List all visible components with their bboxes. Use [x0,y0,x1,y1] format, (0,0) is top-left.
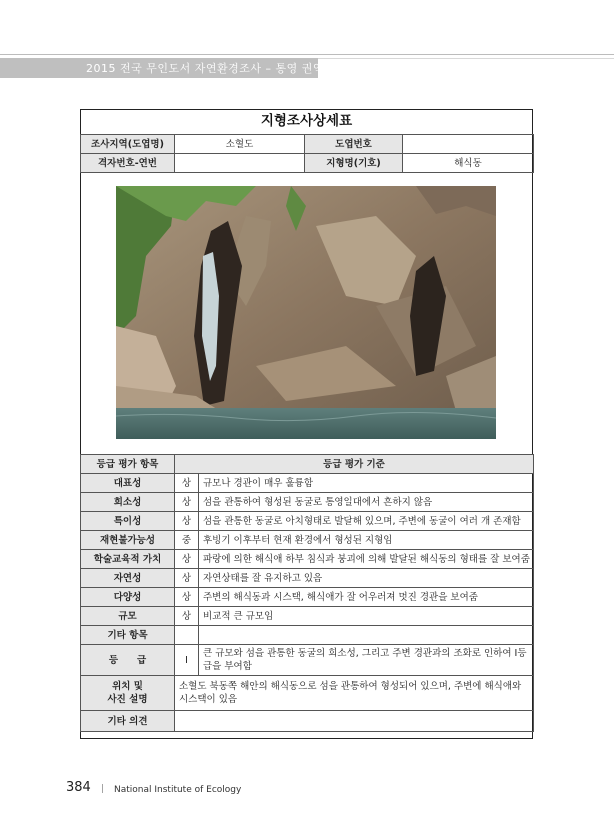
grade-criteria: 후빙기 이후부터 현재 환경에서 형성된 지형임 [199,531,534,550]
grade-criteria: 주변의 해식동과 시스택, 해식애가 잘 어우러져 멋진 경관을 보여줌 [199,588,534,607]
grade-item-label: 다양성 [81,588,175,607]
grade-item-label: 희소성 [81,493,175,512]
grade-item-header: 등급 평가 항목 [81,455,175,474]
grade-criteria [199,626,534,645]
location-label-line-1: 위치 및 [112,681,143,692]
other-opinion-row [81,711,534,732]
table-row [81,550,534,569]
survey-area-value: 소혈도 [175,135,305,154]
location-row [81,676,534,711]
overall-grade-label: 등 급 [81,645,175,676]
grade-item-label: 재현불가능성 [81,531,175,550]
grade-item-label: 자연성 [81,569,175,588]
grade-criteria: 파랑에 의한 해식애 하부 침식과 붕괴에 의해 발달된 해식동의 형태를 잘 보여줌 [199,550,534,569]
table-row [81,588,534,607]
grade-criteria-header: 등급 평가 기준 [175,455,534,474]
grade-value [175,626,199,645]
grade-value: 상 [175,512,199,531]
table-row [81,531,534,550]
page-number: 384 [66,780,91,795]
header-band-line [318,58,614,59]
landform-name-value: 해식동 [403,154,534,173]
grade-item-label: 기타 항목 [81,626,175,645]
table-row [81,569,534,588]
location-text: 소혈도 북동쪽 해안의 해식동으로 섬을 관통하여 형성되어 있으며, 주변에 해식애와 시스택이 있음 [175,676,534,711]
grade-item-label: 특이성 [81,512,175,531]
overall-grade-text: 큰 규모와 섬을 관통한 동굴의 희소성, 그리고 주변 경관과의 조화로 인하여 Ⅰ등급을 부여함 [199,645,534,676]
running-header: 2015 전국 무인도서 자연환경조사 – 통영 권역 [86,62,324,75]
grade-criteria: 비교적 큰 규모임 [199,607,534,626]
overall-grade-row [81,645,534,676]
grid-number-value [175,154,305,173]
grade-item-label: 규모 [81,607,175,626]
table-row [81,493,534,512]
survey-area-label: 조사지역(도엽명) [81,135,175,154]
grade-value: 상 [175,569,199,588]
grade-value: 상 [175,588,199,607]
grade-item-label: 학술교육적 가치 [81,550,175,569]
sea-cave-photo [116,186,496,439]
table-row [81,512,534,531]
grade-criteria: 자연상태를 잘 유지하고 있음 [199,569,534,588]
grade-item-label: 대표성 [81,474,175,493]
landform-name-label: 지형명(기호) [305,154,403,173]
other-opinion-value [175,711,534,732]
grade-criteria: 섬을 관통하여 형성된 동굴로 통영일대에서 흔하지 않음 [199,493,534,512]
overall-grade-value: Ⅰ [175,645,199,676]
table-row [81,474,534,493]
survey-info-table [80,134,534,173]
footer-separator: | [101,784,105,794]
header-rule [0,54,614,55]
grade-value: 상 [175,493,199,512]
grade-criteria: 규모나 경관이 매우 훌륭함 [199,474,534,493]
grade-value: 상 [175,550,199,569]
grade-value: 중 [175,531,199,550]
map-number-label: 도엽번호 [305,135,403,154]
form-title: 지형조사상세표 [260,113,353,129]
footer-organization: National Institute of Ecology [114,785,242,795]
table-row [81,607,534,626]
location-label-line-2: 사진 설명 [107,694,148,705]
other-opinion-label: 기타 의견 [81,711,175,732]
location-label [81,676,175,711]
grid-number-label: 격자번호-연번 [81,154,175,173]
grade-value: 상 [175,607,199,626]
map-number-value [403,135,534,154]
grade-criteria: 섬을 관통한 동굴로 아치형태로 발달해 있으며, 주변에 동굴이 여러 개 존재함 [199,512,534,531]
table-row [81,626,534,645]
grade-value: 상 [175,474,199,493]
grade-evaluation-table [80,454,534,732]
